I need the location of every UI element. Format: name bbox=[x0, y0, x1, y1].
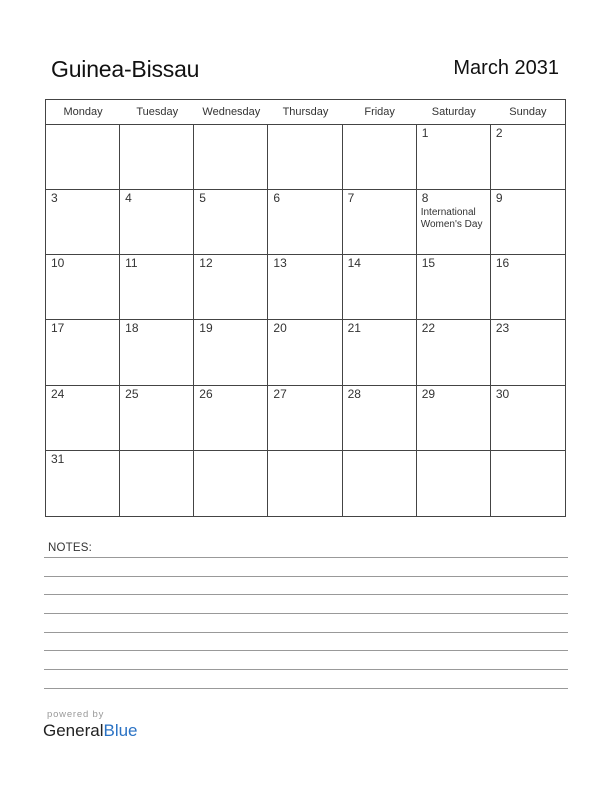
weekday-header: Sunday bbox=[509, 106, 547, 118]
day-cell bbox=[491, 451, 565, 516]
day-cell bbox=[46, 255, 120, 320]
calendar-day-grid bbox=[46, 125, 565, 516]
day-number: 31 bbox=[51, 451, 65, 466]
day-cell bbox=[417, 255, 491, 320]
day-cell bbox=[343, 190, 417, 255]
day-cell bbox=[46, 386, 120, 451]
day-number: 25 bbox=[125, 386, 139, 401]
day-cell bbox=[491, 320, 565, 385]
day-cell bbox=[194, 320, 268, 385]
day-number: 6 bbox=[273, 191, 281, 206]
weekday-header: Tuesday bbox=[136, 106, 179, 118]
day-number: 23 bbox=[495, 321, 510, 336]
notes-line bbox=[44, 576, 568, 577]
day-number: 21 bbox=[347, 321, 361, 336]
day-number: 2 bbox=[495, 126, 503, 140]
notes-line bbox=[44, 613, 568, 614]
day-number: 1 bbox=[421, 126, 429, 140]
day-cell bbox=[417, 125, 491, 190]
day-number: 8 bbox=[421, 191, 429, 206]
day-number: 27 bbox=[273, 386, 287, 401]
day-number: 3 bbox=[51, 191, 58, 206]
day-number: 30 bbox=[495, 386, 510, 401]
day-cell bbox=[46, 451, 120, 516]
day-cell bbox=[268, 255, 342, 320]
holiday-label: International Women's Day bbox=[420, 207, 483, 231]
weekday-header: Friday bbox=[364, 106, 395, 118]
day-cell bbox=[417, 190, 491, 255]
generalblue-logo[interactable] bbox=[43, 721, 138, 741]
day-cell bbox=[417, 386, 491, 451]
weekday-header: Thursday bbox=[282, 106, 329, 118]
day-cell bbox=[491, 125, 565, 190]
day-cell bbox=[120, 320, 194, 385]
day-cell bbox=[417, 320, 491, 385]
calendar-table bbox=[45, 99, 566, 517]
day-number: 20 bbox=[273, 321, 287, 336]
day-cell bbox=[343, 125, 417, 190]
day-cell bbox=[46, 125, 120, 190]
day-number: 14 bbox=[347, 256, 361, 271]
day-cell bbox=[268, 451, 342, 516]
notes-line bbox=[44, 557, 568, 558]
day-number: 24 bbox=[51, 386, 65, 401]
day-cell bbox=[268, 386, 342, 451]
notes-line bbox=[44, 688, 568, 689]
day-cell bbox=[194, 386, 268, 451]
notes-line bbox=[44, 669, 568, 670]
brand-general-text: General bbox=[43, 721, 104, 740]
day-number: 11 bbox=[125, 256, 138, 271]
day-cell bbox=[194, 125, 268, 190]
weekday-header: Saturday bbox=[431, 106, 476, 118]
day-number: 10 bbox=[51, 256, 65, 271]
weekday-header: Wednesday bbox=[202, 106, 261, 118]
day-cell bbox=[120, 125, 194, 190]
day-cell bbox=[194, 255, 268, 320]
day-cell bbox=[46, 320, 120, 385]
day-cell bbox=[120, 386, 194, 451]
day-number: 16 bbox=[495, 256, 510, 271]
day-cell bbox=[120, 190, 194, 255]
day-number: 15 bbox=[421, 256, 436, 271]
day-number: 22 bbox=[421, 321, 436, 336]
day-cell bbox=[194, 190, 268, 255]
calendar-country-title: Guinea-Bissau bbox=[51, 56, 200, 82]
day-number: 28 bbox=[347, 386, 361, 401]
day-cell bbox=[343, 255, 417, 320]
day-number: 19 bbox=[199, 321, 213, 336]
day-number: 17 bbox=[51, 321, 65, 336]
day-number: 13 bbox=[273, 256, 287, 271]
day-number: 5 bbox=[199, 191, 206, 206]
weekday-header: Monday bbox=[63, 106, 103, 118]
day-number: 7 bbox=[347, 191, 355, 206]
day-number: 29 bbox=[421, 386, 436, 401]
day-cell bbox=[491, 190, 565, 255]
day-number: 9 bbox=[495, 191, 503, 206]
day-cell bbox=[491, 255, 565, 320]
day-cell bbox=[491, 386, 565, 451]
notes-line bbox=[44, 632, 568, 633]
day-number: 4 bbox=[125, 191, 132, 206]
day-cell bbox=[343, 320, 417, 385]
day-cell bbox=[120, 451, 194, 516]
day-cell bbox=[194, 451, 268, 516]
day-cell bbox=[268, 125, 342, 190]
brand-blue-text: Blue bbox=[103, 721, 138, 740]
day-cell bbox=[417, 451, 491, 516]
notes-label: NOTES: bbox=[48, 542, 93, 554]
notes-line bbox=[44, 650, 568, 651]
day-cell bbox=[343, 386, 417, 451]
notes-line bbox=[44, 594, 568, 595]
day-number: 26 bbox=[199, 386, 213, 401]
day-number: 18 bbox=[125, 321, 139, 336]
day-cell bbox=[268, 190, 342, 255]
day-cell bbox=[120, 255, 194, 320]
powered-by-text: powered by bbox=[47, 709, 105, 720]
day-number: 12 bbox=[199, 256, 213, 271]
weekday-header-row bbox=[46, 100, 565, 125]
day-cell bbox=[268, 320, 342, 385]
calendar-month-title: March 2031 bbox=[453, 57, 559, 79]
day-cell bbox=[343, 451, 417, 516]
day-cell bbox=[46, 190, 120, 255]
